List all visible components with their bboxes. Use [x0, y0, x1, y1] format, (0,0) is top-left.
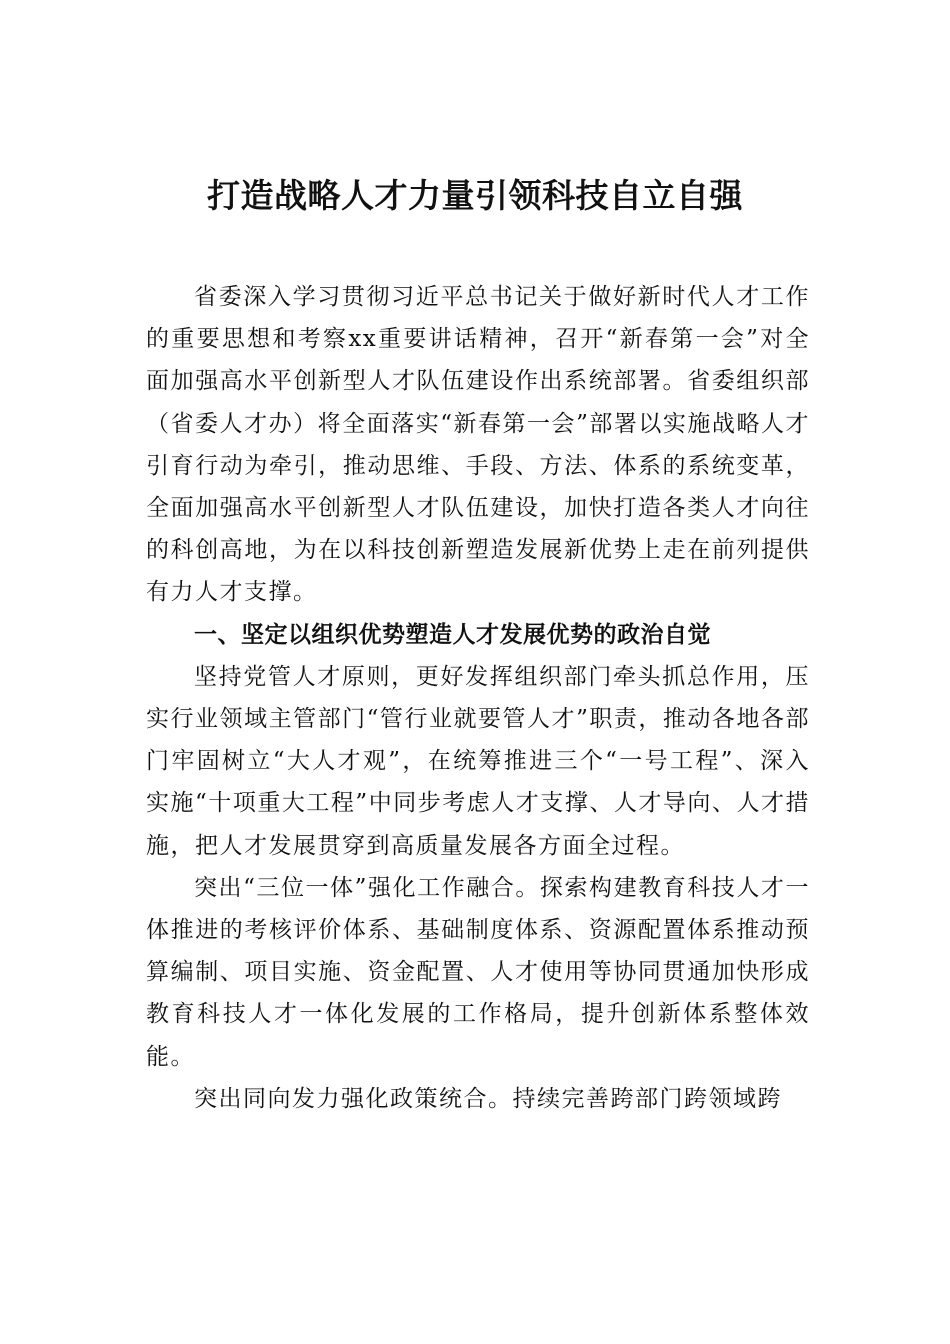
- section-1-paragraph-1: 坚持党管人才原则，更好发挥组织部门牵头抓总作用，压实行业领域主管部门“管行业就要管人才”职责，推动各地各部门牢固树立“大人才观”，在统筹推进三个“一号工程”、深入实施“十项重大工程”中同步考虑人才支撑、人才导向、人才措施，把人才发展贯穿到高质量发展各方面全过程。: [146, 663, 810, 859]
- section-1-paragraph-3: 突出同向发力强化政策统合。持续完善跨部门跨领域跨: [194, 1085, 782, 1112]
- section-heading-1: 一、坚定以组织优势塑造人才发展优势的政治自觉: [194, 621, 711, 648]
- document-body: [146, 276, 810, 1120]
- intro-paragraph: 省委深入学习贯彻习近平总书记关于做好新时代人才工作的重要思想和考察xx重要讲话精神，召开“新春第一会”对全面加强高水平创新型人才队伍建设作出系统部署。省委组织部（省委人才办）将全面落实“新春第一会”部署以实施战略人才引育行动为牵引，推动思维、手段、方法、体系的系统变革，全面加强高水平创新型人才队伍建设，加快打造各类人才向往的科创高地，为在以科技创新塑造发展新优势上走在前列提供有力人才支撑。: [146, 284, 810, 606]
- section-1-paragraph-2: 突出“三位一体”强化工作融合。探索构建教育科技人才一体推进的考核评价体系、基础制度体系、资源配置体系推动预算编制、项目实施、资金配置、人才使用等协同贯通加快形成教育科技人才一体化发展的工作格局，提升创新体系整体效能。: [146, 874, 810, 1070]
- document-title: 打造战略人才力量引领科技自立自强: [207, 176, 743, 215]
